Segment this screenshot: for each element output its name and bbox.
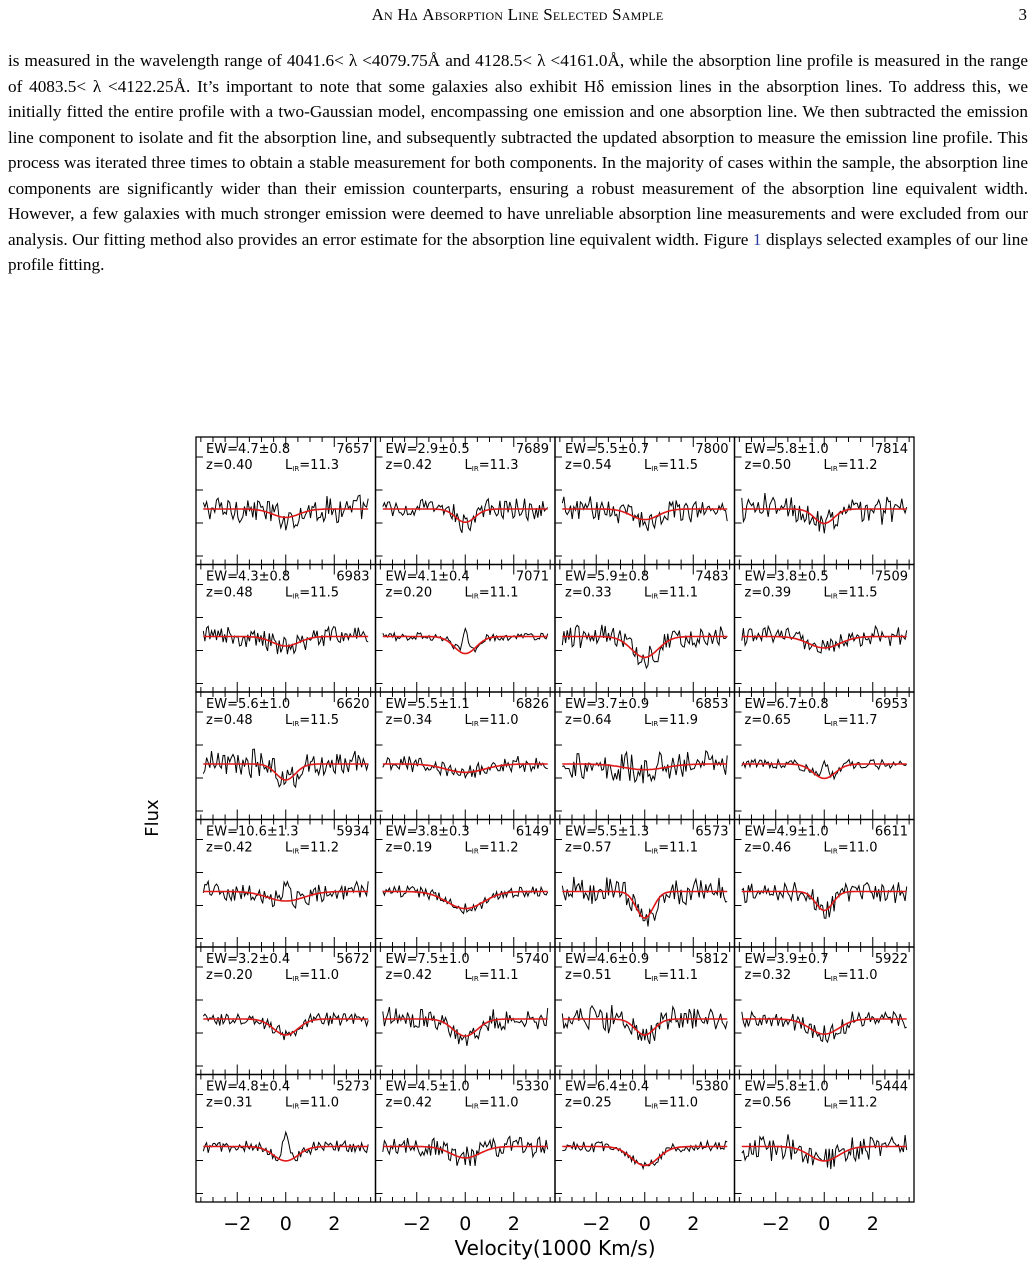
panel-frame — [196, 437, 376, 565]
galaxy-id-label: 6573 — [695, 824, 729, 840]
spectrum-line — [562, 625, 727, 668]
lir-label: LIR=11.0 — [644, 1095, 699, 1111]
gaussian-fit-line — [742, 1147, 907, 1161]
gaussian-fit-line — [742, 892, 907, 911]
panel-frame — [555, 947, 735, 1075]
redshift-label: z=0.50 — [744, 458, 792, 473]
galaxy-id-label: 5922 — [874, 952, 908, 967]
redshift-label: z=0.19 — [385, 840, 433, 856]
redshift-label: z=0.42 — [206, 840, 253, 856]
ew-label: EW=3.7±0.9 — [565, 697, 650, 712]
lir-label: LIR=11.3 — [285, 458, 340, 473]
spectrum-line — [742, 882, 907, 918]
galaxy-id-label: 7800 — [695, 442, 729, 457]
x-tick-label: 2 — [507, 1213, 520, 1235]
redshift-label: z=0.20 — [206, 968, 253, 983]
redshift-label: z=0.46 — [744, 840, 792, 856]
x-tick-marks — [560, 947, 730, 1075]
redshift-label: z=0.54 — [565, 458, 612, 473]
lir-label: LIR=11.2 — [823, 458, 878, 473]
lir-label: LIR=11.1 — [464, 585, 519, 601]
x-tick-label: −2 — [402, 1213, 431, 1235]
x-tick-marks — [380, 820, 550, 948]
panel-frame — [376, 1075, 556, 1203]
redshift-label: z=0.34 — [385, 713, 433, 728]
x-tick-marks — [201, 437, 371, 565]
x-tick-marks — [739, 1075, 909, 1203]
ew-label: EW=7.5±1.0 — [385, 952, 470, 967]
spectrum-line — [742, 1134, 907, 1169]
galaxy-id-label: 5934 — [336, 824, 370, 840]
gaussian-fit-line — [562, 637, 727, 658]
spectrum-line — [203, 749, 368, 787]
ew-label: EW=3.9±0.7 — [744, 952, 829, 967]
redshift-label: z=0.20 — [385, 585, 433, 601]
lir-label: LIR=11.0 — [285, 1095, 340, 1111]
x-tick-label: 0 — [279, 1213, 292, 1235]
lir-label: LIR=11.2 — [823, 1095, 878, 1111]
spectrum-line — [203, 626, 368, 654]
panel-frame — [196, 820, 376, 948]
body-paragraph — [8, 48, 1028, 278]
panel-frame — [196, 565, 376, 693]
x-tick-marks — [560, 1075, 730, 1203]
redshift-label: z=0.48 — [206, 713, 253, 728]
spectrum-line — [562, 497, 727, 532]
gaussian-fit-line — [203, 637, 368, 647]
redshift-label: z=0.39 — [744, 585, 792, 601]
x-tick-label: 0 — [638, 1213, 651, 1235]
ew-label: EW=3.2±0.4 — [206, 952, 291, 967]
ew-label: EW=2.9±0.5 — [385, 442, 470, 457]
spectrum-line — [383, 1007, 548, 1046]
ew-label: EW=4.7±0.8 — [206, 442, 291, 457]
panel-frame — [555, 437, 735, 565]
x-tick-marks — [201, 820, 371, 948]
x-tick-marks — [560, 565, 730, 693]
galaxy-id-label: 7509 — [874, 569, 908, 585]
x-tick-label: −2 — [582, 1213, 611, 1235]
gaussian-fit-line — [203, 764, 368, 780]
lir-label: LIR=11.0 — [464, 1095, 519, 1111]
lir-label: LIR=11.5 — [285, 585, 340, 601]
gaussian-fit-line — [383, 764, 548, 772]
galaxy-id-label: 7689 — [515, 442, 549, 457]
spectrum-line — [562, 1141, 727, 1169]
panel-frame — [376, 565, 556, 693]
panel-frame — [735, 692, 915, 820]
galaxy-id-label: 6149 — [515, 824, 549, 840]
gaussian-fit-line — [742, 764, 907, 778]
redshift-label: z=0.42 — [385, 968, 433, 983]
redshift-label: z=0.48 — [206, 585, 253, 601]
lir-label: LIR=11.5 — [644, 458, 699, 473]
x-tick-marks — [380, 947, 550, 1075]
redshift-label: z=0.31 — [206, 1095, 253, 1111]
panel-frame — [376, 692, 556, 820]
galaxy-id-label: 5672 — [336, 952, 370, 967]
lir-label: LIR=11.3 — [464, 458, 519, 473]
lir-label: LIR=11.0 — [823, 840, 878, 856]
gaussian-fit-line — [383, 1019, 548, 1036]
redshift-label: z=0.64 — [565, 713, 612, 728]
lir-label: LIR=11.2 — [285, 840, 340, 856]
panel-frame — [196, 947, 376, 1075]
panel-frame — [735, 820, 915, 948]
gaussian-fit-line — [562, 892, 727, 919]
galaxy-id-label: 6826 — [515, 697, 549, 712]
gaussian-fit-line — [203, 1147, 368, 1161]
galaxy-id-label: 5380 — [695, 1079, 729, 1095]
galaxy-id-label: 5330 — [515, 1079, 549, 1095]
x-tick-marks — [380, 1075, 550, 1203]
page-number: 3 — [1018, 5, 1027, 24]
panel-frame — [555, 565, 735, 693]
gaussian-fit-line — [383, 637, 548, 654]
x-tick-marks — [739, 565, 909, 693]
gaussian-fit-line — [203, 892, 368, 902]
lir-label: LIR=11.1 — [644, 968, 699, 983]
panel-frame — [376, 947, 556, 1075]
x-tick-marks — [380, 692, 550, 820]
ew-label: EW=6.4±0.4 — [565, 1079, 650, 1095]
spectrum-line — [203, 1132, 368, 1161]
x-tick-marks — [201, 692, 371, 820]
running-title: An Hδ Absorption Line Selected Sample — [371, 5, 664, 24]
x-tick-label: 0 — [459, 1213, 472, 1235]
x-tick-label: 2 — [866, 1213, 879, 1235]
lir-label: LIR=11.5 — [285, 713, 340, 728]
x-tick-marks — [560, 820, 730, 948]
spectrum-line — [203, 881, 368, 908]
paragraph-text: is measured in the wavelength range of 4041.6< λ <4079.75Å and 4128.5< λ <4161.0Å, while the absorption line profile is measured in the range of 4083.5< λ <4122.25Å. It’s important to note that some galaxies also exhibit Hδ emission lines in the absorption lines. To address this, we initially fitted the entire profile with a two-Gaussian model, encompassing one emission and one absorption line. We then subtracted the emission line component to isolate and fit the absorption line, and subsequently subtracted the updated absorption to measure the emission line profile. This process was iterated three times to obtain a stable measurement for both components. In the majority of cases within the sample, the absorption line components are significantly wider than their emission counterparts, ensuring a robust measurement of the absorption line equivalent width. However, a few galaxies with much stronger emission were deemed to have unreliable absorption line measurements and were excluded from our analysis. Our fitting method also provides an error estimate for the absorption line equivalent width. Figure — [8, 51, 1028, 249]
panel-frame — [376, 437, 556, 565]
spectrum-line — [562, 751, 727, 783]
gaussian-fit-line — [742, 1019, 907, 1034]
ew-label: EW=5.8±1.0 — [744, 1079, 829, 1095]
lir-label: LIR=11.9 — [644, 713, 699, 728]
ew-label: EW=5.9±0.8 — [565, 569, 650, 585]
ew-label: EW=3.8±0.5 — [744, 569, 829, 585]
galaxy-id-label: 5444 — [874, 1079, 908, 1095]
x-tick-marks — [201, 565, 371, 693]
lir-label: LIR=11.7 — [823, 713, 878, 728]
panel-frame — [735, 437, 915, 565]
ew-label: EW=4.1±0.4 — [385, 569, 470, 585]
spectrum-line — [203, 1013, 368, 1040]
panel-frame — [555, 820, 735, 948]
galaxy-id-label: 6983 — [336, 569, 370, 585]
panel-frame — [196, 692, 376, 820]
figure-reference-link[interactable]: 1 — [752, 229, 762, 249]
lir-label: LIR=11.1 — [644, 585, 699, 601]
galaxy-id-label: 6620 — [336, 697, 370, 712]
ew-label: EW=6.7±0.8 — [744, 697, 829, 712]
gaussian-fit-line — [383, 1147, 548, 1158]
spectrum-line — [742, 626, 907, 653]
galaxy-id-label: 7657 — [336, 442, 370, 457]
gaussian-fit-line — [203, 1019, 368, 1035]
paragraph-text-end: displays selected examples of our line profile fitting. — [8, 229, 1028, 274]
gaussian-fit-line — [562, 1147, 727, 1166]
redshift-label: z=0.65 — [744, 713, 792, 728]
redshift-label: z=0.33 — [565, 585, 612, 601]
galaxy-id-label: 5273 — [336, 1079, 370, 1095]
spectrum-line — [383, 499, 548, 533]
panel-frame — [555, 1075, 735, 1203]
galaxy-id-label: 7483 — [695, 569, 729, 585]
galaxy-id-label: 6953 — [874, 697, 908, 712]
ew-label: EW=10.6±1.3 — [206, 824, 299, 840]
gaussian-fit-line — [742, 637, 907, 648]
galaxy-id-label: 6853 — [695, 697, 729, 712]
x-tick-marks — [380, 565, 550, 693]
panel-frame — [555, 692, 735, 820]
gaussian-fit-line — [742, 509, 907, 523]
spectrum-line — [742, 1012, 907, 1043]
ew-label: EW=4.3±0.8 — [206, 569, 291, 585]
x-tick-label: 2 — [687, 1213, 700, 1235]
panel-frame — [735, 947, 915, 1075]
spectrum-line — [383, 886, 548, 914]
x-tick-marks — [739, 947, 909, 1075]
ew-label: EW=4.9±1.0 — [744, 824, 829, 840]
redshift-label: z=0.32 — [744, 968, 792, 983]
lir-label: LIR=11.0 — [823, 968, 878, 983]
ew-label: EW=5.6±1.0 — [206, 697, 291, 712]
redshift-label: z=0.42 — [385, 1095, 433, 1111]
gaussian-fit-line — [203, 509, 368, 517]
x-tick-marks — [201, 1075, 371, 1203]
x-tick-label: 0 — [818, 1213, 831, 1235]
gaussian-fit-line — [383, 892, 548, 909]
ew-label: EW=4.6±0.9 — [565, 952, 650, 967]
x-tick-marks — [560, 692, 730, 820]
spectrum-line — [383, 629, 548, 652]
x-tick-label: −2 — [223, 1213, 252, 1235]
lir-label: LIR=11.2 — [464, 840, 519, 856]
lir-label: LIR=11.5 — [823, 585, 878, 601]
panel-frame — [735, 565, 915, 693]
spectrum-line — [742, 759, 907, 779]
spectrum-line — [383, 1137, 548, 1166]
redshift-label: z=0.51 — [565, 968, 612, 983]
lir-label: LIR=11.0 — [285, 968, 340, 983]
spectrum-line — [203, 495, 368, 530]
page-header — [0, 5, 1035, 27]
ew-label: EW=4.5±1.0 — [385, 1079, 470, 1095]
gaussian-fit-line — [383, 509, 548, 522]
x-tick-marks — [739, 820, 909, 948]
ew-label: EW=3.8±0.3 — [385, 824, 470, 840]
spectrum-line — [742, 493, 907, 533]
redshift-label: z=0.42 — [385, 458, 433, 473]
gaussian-fit-line — [562, 764, 727, 770]
galaxy-id-label: 6611 — [874, 824, 908, 840]
x-tick-marks — [380, 437, 550, 565]
redshift-label: z=0.40 — [206, 458, 253, 473]
x-tick-label: 2 — [328, 1213, 341, 1235]
redshift-label: z=0.57 — [565, 840, 612, 856]
redshift-label: z=0.25 — [565, 1095, 612, 1111]
ew-label: EW=5.5±0.7 — [565, 442, 650, 457]
y-axis-label: Flux — [142, 799, 163, 837]
lir-label: LIR=11.0 — [464, 713, 519, 728]
spectrum-line — [562, 1005, 727, 1044]
lir-label: LIR=11.1 — [644, 840, 699, 856]
ew-label: EW=5.5±1.3 — [565, 824, 650, 840]
spectrum-line — [562, 877, 727, 927]
ew-label: EW=4.8±0.4 — [206, 1079, 291, 1095]
x-tick-label: −2 — [761, 1213, 790, 1235]
lir-label: LIR=11.1 — [464, 968, 519, 983]
redshift-label: z=0.56 — [744, 1095, 792, 1111]
x-axis-label: Velocity(1000 Km/s) — [454, 1236, 656, 1260]
x-tick-marks — [739, 692, 909, 820]
x-tick-marks — [201, 947, 371, 1075]
ew-label: EW=5.8±1.0 — [744, 442, 829, 457]
spectrum-line — [383, 756, 548, 778]
x-tick-marks — [560, 437, 730, 565]
galaxy-id-label: 7071 — [515, 569, 549, 585]
gaussian-fit-line — [562, 1019, 727, 1035]
galaxy-id-label: 7814 — [874, 442, 908, 457]
panel-frame — [196, 1075, 376, 1203]
ew-label: EW=5.5±1.1 — [385, 697, 470, 712]
panel-grid — [196, 437, 914, 1235]
panel-frame — [376, 820, 556, 948]
panel-frame — [735, 1075, 915, 1203]
galaxy-id-label: 5740 — [515, 952, 549, 967]
x-tick-marks — [739, 437, 909, 565]
gaussian-fit-line — [562, 509, 727, 520]
galaxy-id-label: 5812 — [695, 952, 729, 967]
